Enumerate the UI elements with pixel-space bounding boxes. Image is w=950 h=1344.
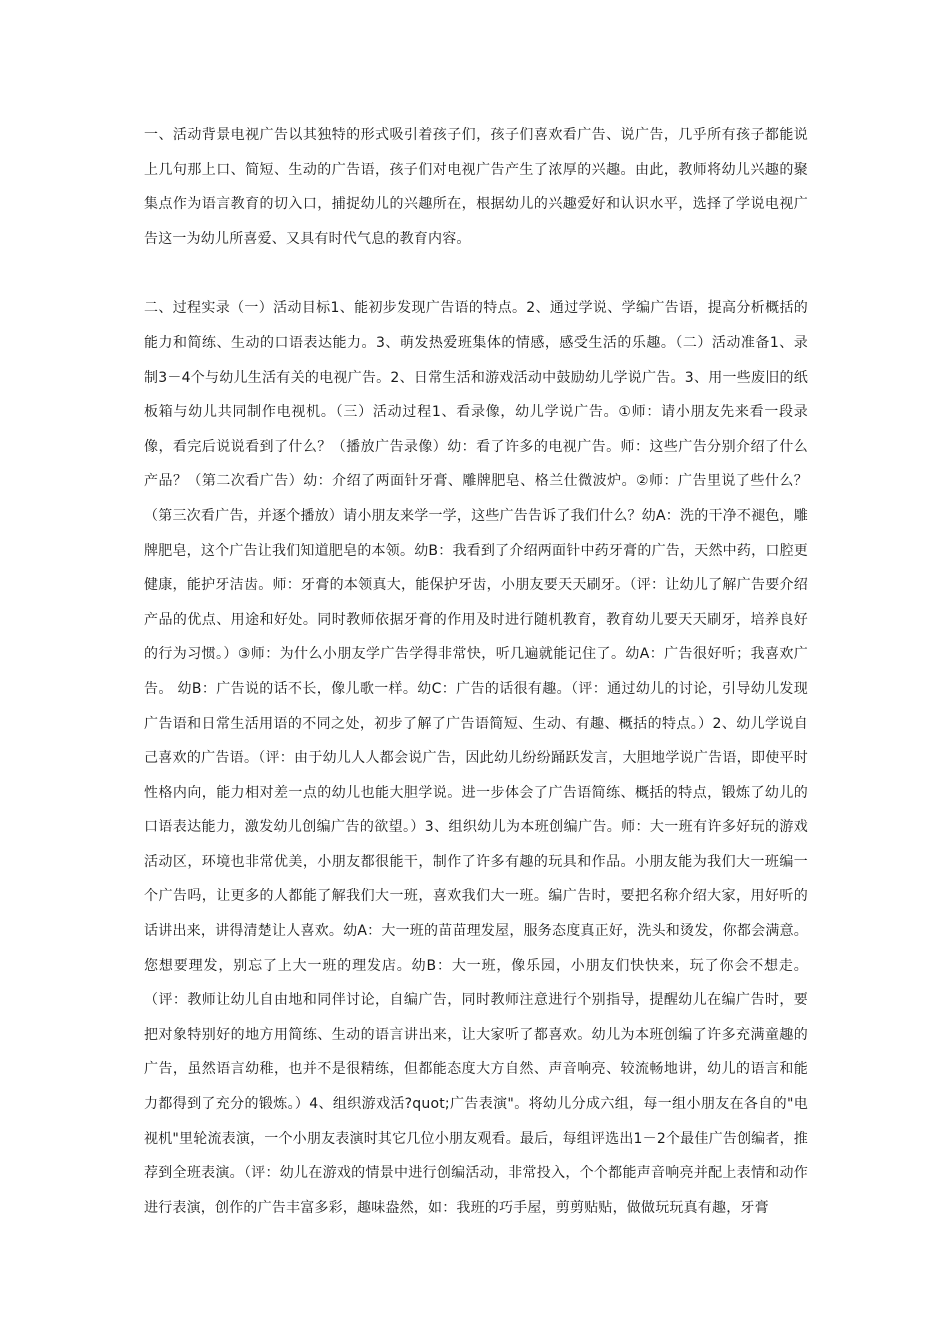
- document-body: [144, 118, 808, 1225]
- paragraph-process-record: 二、过程实录（一）活动目标1、能初步发现广告语的特点。2、通过学说、学编广告语，提高分析概括的能力和简练、生动的口语表达能力。3、萌发热爱班集体的情感，感受生活的乐趣。（二）活动准备1、录制3－4个与幼儿生活有关的电视广告。2、日常生活和游戏活动中鼓励幼儿学说广告。3、用一些废旧的纸板箱与幼儿共同制作电视机。（三）活动过程1、看录像，幼儿学说广告。①师：请小朋友先来看一段录像，看完后说说看到了什么？（播放广告录像）幼：看了许多的电视广告。师：这些广告分别介绍了什么产品？（第二次看广告）幼：介绍了两面针牙膏、雕牌肥皂、格兰仕微波炉。②师：广告里说了些什么？（第三次看广告，并逐个播放）请小朋友来学一学，这些广告告诉了我们什么？幼A：洗的干净不褪色，雕牌肥皂，这个广告让我们知道肥皂的本领。幼B：我看到了介绍两面针中药牙膏的广告，天然中药，口腔更健康，能护牙洁齿。师：牙膏的本领真大，能保护牙齿，小朋友要天天刷牙。（评：让幼儿了解广告要介绍产品的优点、用途和好处。同时教师依据牙膏的作用及时进行随机教育，教育幼儿要天天刷牙，培养良好的行为习惯。）③师：为什么小朋友学广告学得非常快，听几遍就能记住了。幼A：广告很好听；我喜欢广告。 幼B：广告说的话不长，像儿歌一样。幼C：广告的话很有趣。（评：通过幼儿的讨论，引导幼儿发现广告语和日常生活用语的不同之处，初步了解了广告语简短、生动、有趣、概括的特点。）2、幼儿学说自己喜欢的广告语。（评：由于幼儿人人都会说广告，因此幼儿纷纷踊跃发言，大胆地学说广告语，即使平时性格内向，能力相对差一点的幼儿也能大胆学说。进一步体会了广告语简练、概括的特点，锻炼了幼儿的口语表达能力，激发幼儿创编广告的欲望。）3、组织幼儿为本班创编广告。师：大一班有许多好玩的游戏活动区，环境也非常优美，小朋友都很能干，制作了许多有趣的玩具和作品。小朋友能为我们大一班编一个广告吗，让更多的人都能了解我们大一班，喜欢我们大一班。编广告时，要把名称介绍大家，用好听的话讲出来，讲得清楚让人喜欢。幼A：大一班的苗苗理发屋，服务态度真正好，洗头和烫发，你都会满意。您想要理发，别忘了上大一班的理发店。幼B：大一班，像乐园，小朋友们快快来，玩了你会不想走。（评：教师让幼儿自由地和同伴讨论，自编广告，同时教师注意进行个别指导，提醒幼儿在编广告时，要把对象特别好的地方用简练、生动的语言讲出来，让大家听了都喜欢。幼儿为本班创编了许多充满童趣的广告，虽然语言幼稚，也并不是很精练，但都能态度大方自然、声音响亮、较流畅地讲，幼儿的语言和能力都得到了充分的锻炼。）4、组织游戏活?quot;广告表演"。将幼儿分成六组，每一组小朋友在各自的"电视机"里轮流表演，一个小朋友表演时其它几位小朋友观看。最后，每组评选出1－2个最佳广告创编者，推荐到全班表演。（评：幼儿在游戏的情景中进行创编活动，非常投入，个个都能声音响亮并配上表情和动作进行表演，创作的广告丰富多彩，趣味盎然，如：我班的巧手屋，剪剪贴贴，做做玩玩真有趣，牙膏: [144, 300, 808, 1216]
- paragraph-background: 一、活动背景电视广告以其独特的形式吸引着孩子们，孩子们喜欢看广告、说广告，几乎所有孩子都能说上几句那上口、简短、生动的广告语，孩子们对电视广告产生了浓厚的兴趣。由此，教师将幼儿兴趣的聚集点作为语言教育的切入口，捕捉幼儿的兴趣所在，根据幼儿的兴趣爱好和认识水平，选择了学说电视广告这一为幼儿所喜爱、又具有时代气息的教育内容。: [144, 127, 808, 247]
